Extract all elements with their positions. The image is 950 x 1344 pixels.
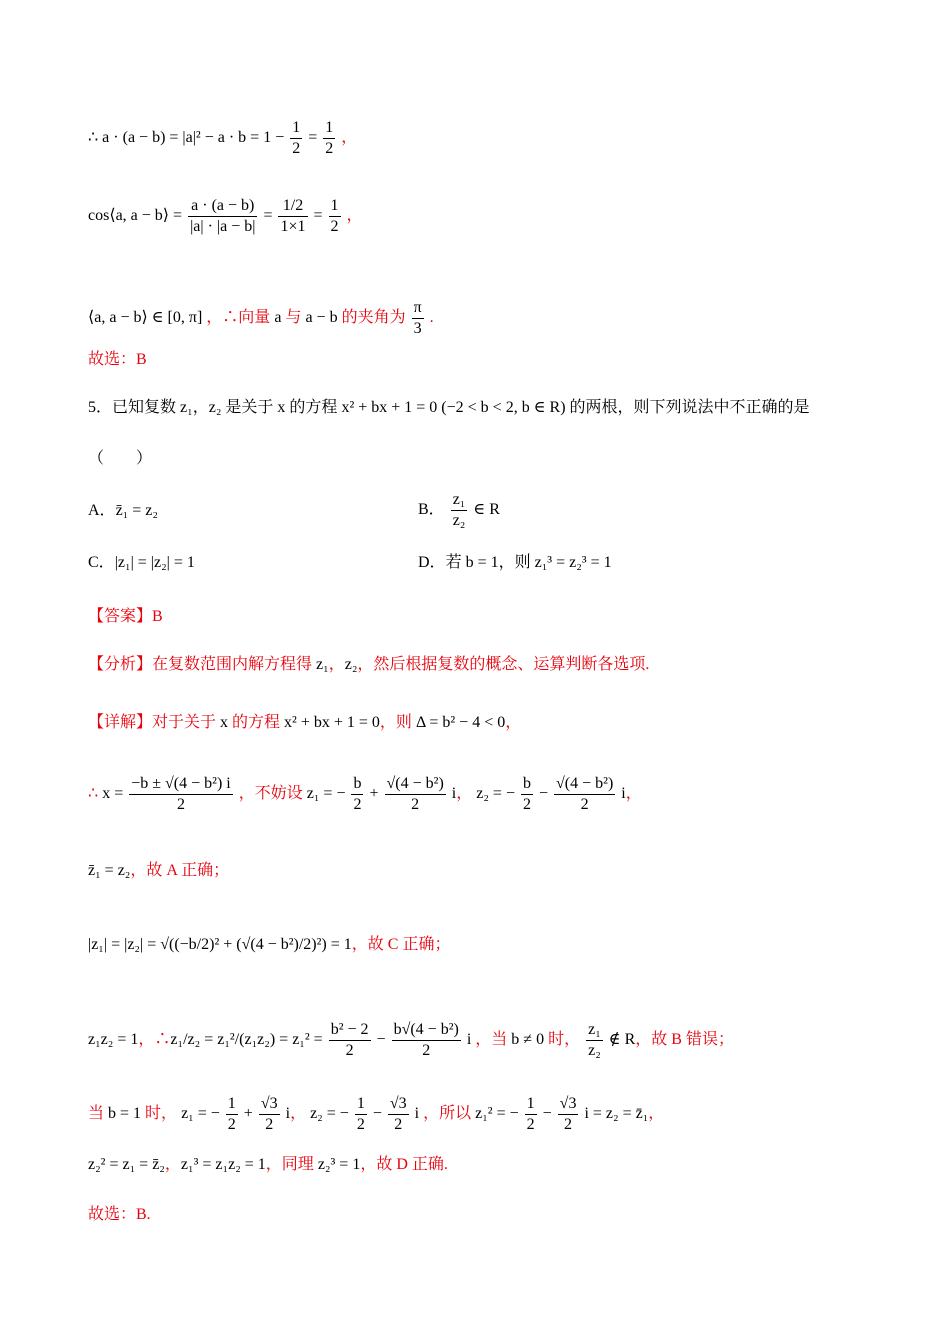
option-d[interactable]: D．若 b = 1，则 z₁³ = z₂³ = 1 xyxy=(418,554,612,571)
quadratic-equation: x² + bx + 1 = 0 (−2 < b < 2, b ∈ R) xyxy=(341,399,566,416)
cos-fraction: $\frac{a \cdot (a - b)}{|a| \cdot |a - b|}$ xyxy=(190,197,256,235)
d-verification-line: z₂² = z₁ = z̄₂，z₁³ = z₁z₂ = 1，同理 z₂³ = 1，故 D 正确. xyxy=(88,1156,448,1173)
answer-line: 【答案】B xyxy=(88,608,163,625)
derivation-line-3: ⟨a, a − b⟩ ∈ [0, π] ，∴向量 a 与 a − b 的夹角为 $\frac{\pi}{3}$ . xyxy=(88,299,434,337)
modulus-line: |z₁| = |z₂| = √((−b/2)² + (√(4 − b²)/2)²) = 1，故 C 正确； xyxy=(88,936,451,953)
cos-result-fraction: $\frac{1}{2}$ xyxy=(330,197,339,235)
dot-product-expr: ∴ a · (a − b) = |a|² − a · b = 1 − xyxy=(88,129,289,147)
prev-answer-line: 故选：B xyxy=(88,351,147,368)
fraction-half-result: $\frac{1}{2}$ xyxy=(325,119,334,157)
answer-paren: （ ） xyxy=(88,450,153,467)
option-b[interactable]: B． $\frac{\text{z₁}}{\text{z₂}}$ ∈ R xyxy=(418,491,500,529)
option-c[interactable]: C．|z₁| = |z₂| = 1 xyxy=(88,554,195,571)
cos-expr: cos⟨a, a − b⟩ = xyxy=(88,207,187,225)
roots-line: ∴ x = $\frac{\text{−b ± √(4 − b²) i}}{2}$ ，不妨设 z₁ = − $\frac{b}{2}$ + $\frac{\text{√(4 − b²)}}{2}$ i， z₂ = − $\frac{b}{2}$ − $\frac{\text{√(4 − b²)}}{2}$ i， xyxy=(88,775,642,813)
derivation-line-2: cos⟨a, a − b⟩ = $\frac{a \cdot (a - b)}{|a| \cdot |a - b|}$ = $\frac{1/2}{1\times 1}$ = $\frac{1}{2}$ ， xyxy=(88,197,363,235)
conjugate-line: z̄₁ = z₂，故 A 正确； xyxy=(88,862,230,879)
question-5-stem: 5．已知复数 z₁，z₂ 是关于 x 的方程 x² + bx + 1 = 0 (−2 < b < 2, b ∈ R) 的两根，则下列说法中不正确的是 xyxy=(88,399,810,416)
final-answer-line: 故选：B. xyxy=(88,1206,151,1223)
option-a[interactable]: A．z̄₁ = z₂ xyxy=(88,502,158,519)
cos-value-fraction: $\frac{1/2}{1\times 1}$ xyxy=(280,197,306,235)
quotient-line: z₁z₂ = 1，∴z₁/z₂ = z₁²/(z₁z₂) = z₁² = $\frac{\text{b² − 2}}{2}$ − $\frac{\text{b√(4 − b²)}}{2}$ i ，当 b ≠ 0 时， $\frac{\text{z₁}}{\text{z₂}}$ ∉ R，故 B 错误； xyxy=(88,1021,734,1059)
angle-fraction: $\frac{\pi}{3}$ xyxy=(413,299,422,337)
derivation-line-1: ∴ a · (a − b) = |a|² − a · b = 1 − $\frac{1}{2}$ = $\frac{1}{2}$ ， xyxy=(88,119,358,157)
fraction-half: $\frac{1}{2}$ xyxy=(292,119,301,157)
b-equals-1-line: 当 b = 1 时， z₁ = − $\frac{1}{2}$ + $\frac{√3}{2}$ i， z₂ = − $\frac{1}{2}$ − $\frac{√3}{2}$ i ，所以 z₁² = − $\frac{1}{2}$ − $\frac{√3}{2}$ i = z₂ = z̄₁， xyxy=(88,1095,665,1133)
angle-range: ⟨a, a − b⟩ ∈ [0, π] xyxy=(88,309,203,327)
analysis-line: 【分析】在复数范围内解方程得 z₁，z₂，然后根据复数的概念、运算判断各选项. xyxy=(88,656,650,673)
detail-line: 【详解】对于关于 x 的方程 x² + bx + 1 = 0，则 Δ = b² − 4 < 0， xyxy=(88,714,522,731)
